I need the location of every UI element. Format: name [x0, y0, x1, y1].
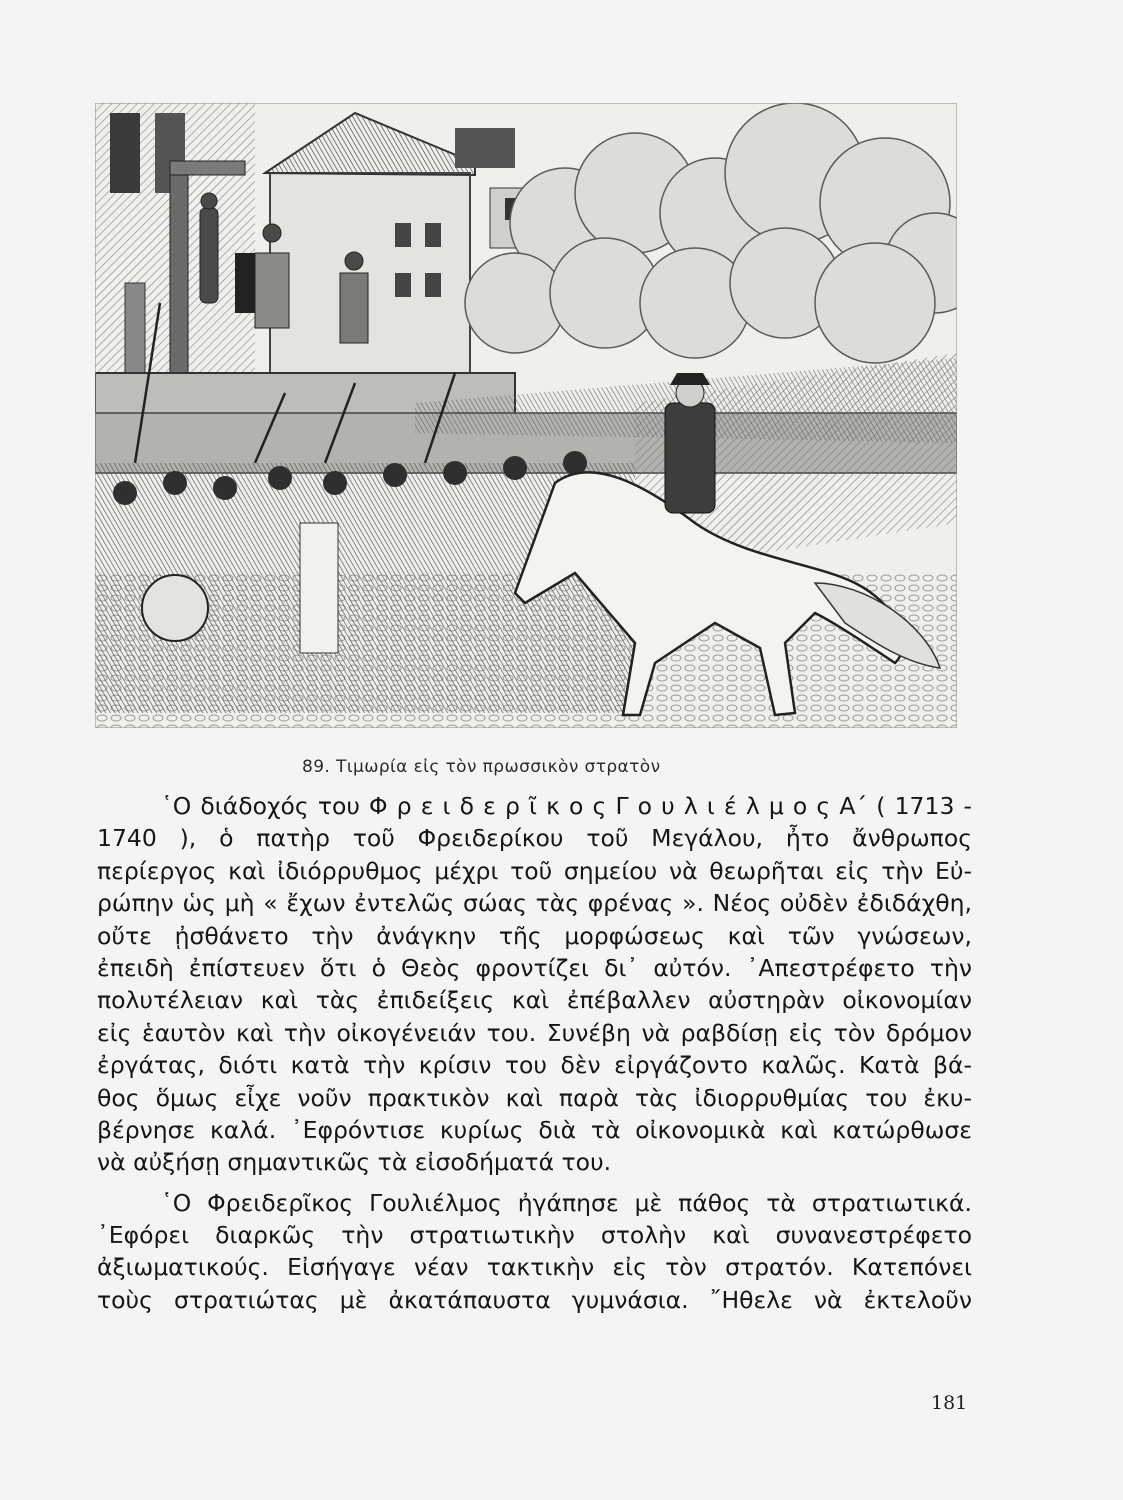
text-line: τοὺς στρατιώτας μὲ ἀκατάπαυστα γυμνάσια. ῎Ηθελε νὰ ἐκτελοῦν [97, 1285, 972, 1314]
text-line: ρώπην ὡς μὴ « ἔχων ἐντελῶς σώας τὰς φρένας ». Νέος οὐδὲν ἐδιδάχθη, [97, 889, 972, 918]
text-line: ἀξιωματικούς. Εἰσήγαγε νέαν τακτικὴν εἰς τὸν στρατόν. Κατεπόνει [97, 1253, 972, 1282]
text-line: ῾Ο Φρειδερῖκος Γουλιέλμος ἠγάπησε μὲ πάθος τὰ στρατιωτικά. [161, 1188, 972, 1217]
figure-caption: 89. Τιμωρία εἰς τὸν πρωσσικὸν στρατὸν [302, 757, 661, 777]
text-line: εἰς ἑαυτὸν καὶ τὴν οἰκογένειάν του. Συνέβη νὰ ραβδίσῃ εἰς τὸν δρόμον [97, 1018, 972, 1047]
text-line: ἐργάτας, διότι κατὰ τὴν κρίσιν του δὲν εἰργάζοντο καλῶς. Κατὰ βά- [97, 1051, 972, 1080]
text-line: 1740 ), ὁ πατὴρ τοῦ Φρειδερίκου τοῦ Μεγάλου, ἦτο ἄνθρωπος [97, 824, 972, 853]
body-text [97, 790, 972, 1316]
page-number: 181 [931, 1392, 968, 1414]
text-line: ᾽Εφόρει διαρκῶς τὴν στρατιωτικὴν στολὴν καὶ συνανεστρέφετο [97, 1221, 972, 1250]
text-line: πολυτέλειαν καὶ τὰς ἐπιδείξεις καὶ ἐπέβαλλεν αὐστηρὰν οἰκονομίαν [97, 986, 972, 1015]
engraving-illustration [95, 103, 957, 728]
text-line: νὰ αὐξήσῃ σημαντικῶς τὰ εἰσοδήματά του. [97, 1148, 612, 1177]
text-line: ἐπειδὴ ἐπίστευεν ὅτι ὁ Θεὸς φροντίζει δι᾽ αὐτόν. ᾽Απεστρέφετο τὴν [97, 953, 972, 982]
text-line: ῾Ο διάδοχός του Φ ρ ε ι δ ε ρ ῖ κ ο ς Γ ο υ λ ι έ λ μ ο ς Α΄ ( 1713 - [161, 792, 972, 820]
text-line: βέρνησε καλά. ᾽Εφρόντισε κυρίως διὰ τὰ οἰκονομικὰ καὶ κατώρθωσε [97, 1115, 972, 1144]
text-line: περίεργος καὶ ἰδιόρρυθμος μέχρι τοῦ σημείου νὰ θεωρῆται εἰς τὴν Εὐ- [97, 856, 972, 885]
text-line: θος ὅμως εἶχε νοῦν πρακτικὸν καὶ παρὰ τὰς ἰδιορρυθμίας του ἐκυ- [97, 1083, 972, 1112]
text-line: οὔτε ᾐσθάνετο τὴν ἀνάγκην τῆς μορφώσεως καὶ τῶν γνώσεων, [97, 921, 972, 950]
